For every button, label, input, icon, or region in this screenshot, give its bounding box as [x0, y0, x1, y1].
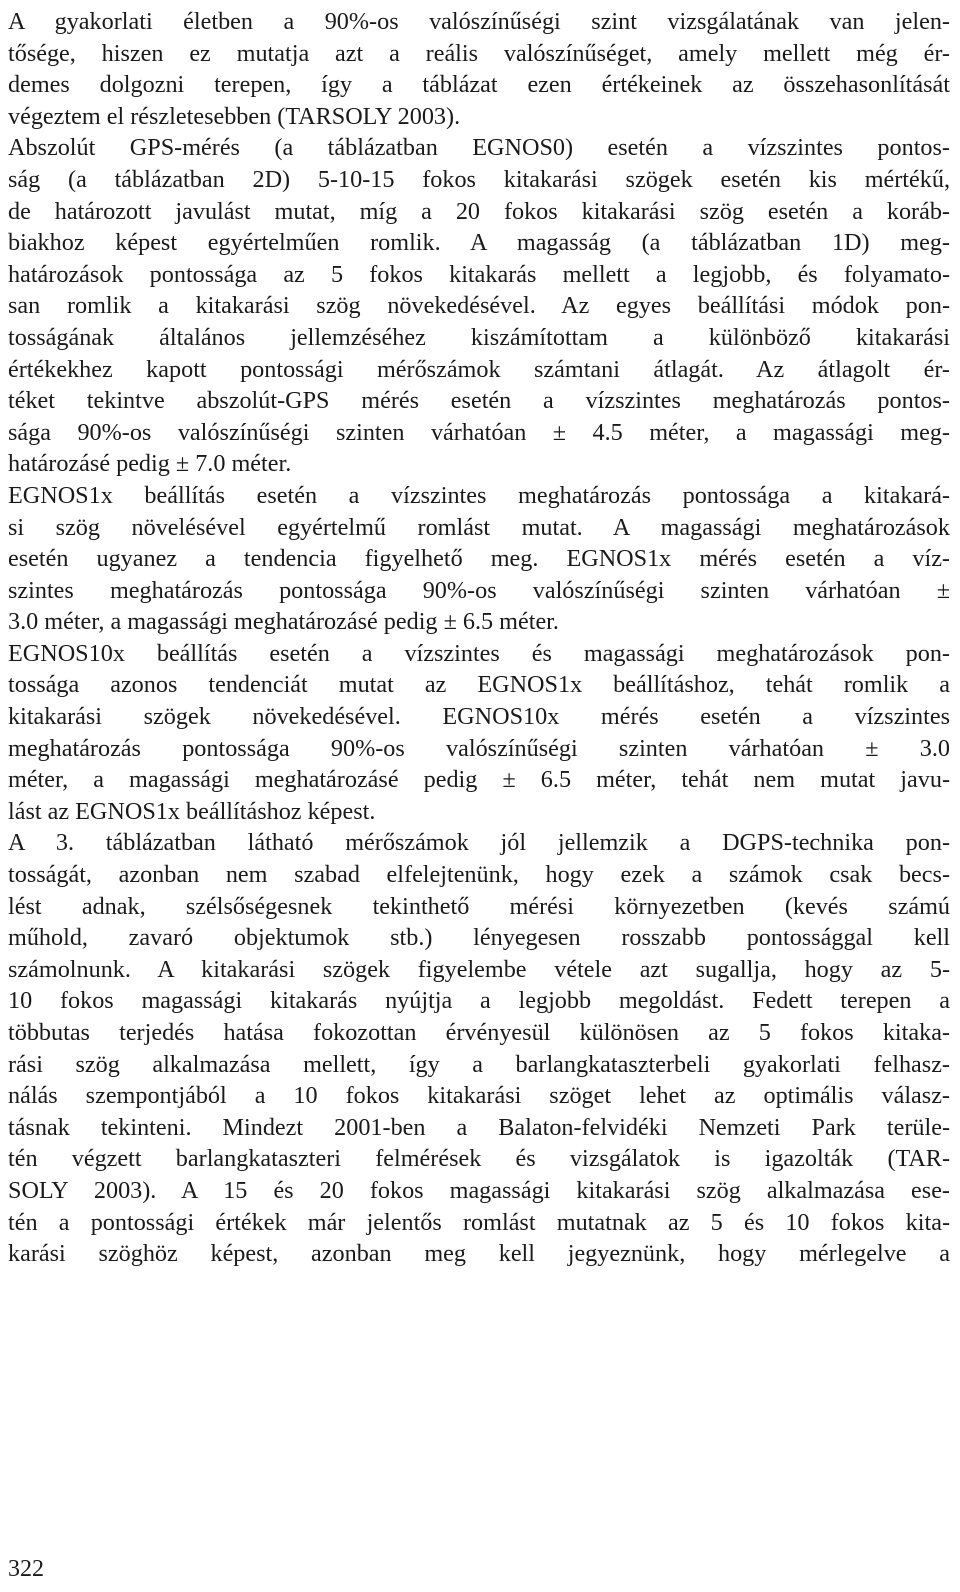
document-body: [8, 6, 950, 1270]
page-number: 322: [8, 1556, 44, 1582]
text-line: demes dolgozni terepen, így a táblázat ezen értékeinek az összehasonlítását: [8, 71, 950, 99]
text-line: tén végzett barlangkataszteri felmérések és vizsgálatok is igazolták (TAR-: [8, 1145, 950, 1173]
text-line: A 3. táblázatban látható mérőszámok jól jellemzik a DGPS-technika pon-: [8, 829, 950, 857]
text-line: tosságának általános jellemzéséhez kiszámítottam a különböző kitakarási: [8, 323, 950, 351]
text-line: meghatározás pontossága 90%-os valószínűségi szinten várhatóan ± 3.0: [8, 734, 950, 762]
text-line: tén a pontossági értékek már jelentős romlást mutatnak az 5 és 10 fokos kita-: [8, 1208, 950, 1236]
text-line: többutas terjedés hatása fokozottan érvényesül különösen az 5 fokos kitaka-: [8, 1019, 950, 1046]
text-line: értékekhez kapott pontossági mérőszámok számtani átlagát. Az átlagolt ér-: [8, 355, 950, 383]
text-line: biakhoz képest egyértelműen romlik. A magasság (a táblázatban 1D) meg-: [8, 229, 950, 257]
text-line: si szög növelésével egyértelmű romlást mutat. A magassági meghatározások: [8, 513, 950, 541]
text-line: számolnunk. A kitakarási szögek figyelembe vétele azt sugallja, hogy az 5-: [8, 955, 950, 983]
text-line: san romlik a kitakarási szög növekedésével. Az egyes beállítási módok pon-: [8, 292, 950, 320]
text-line: Abszolút GPS-mérés (a táblázatban EGNOS0) esetén a vízszintes pontos-: [8, 134, 950, 162]
text-line: lést adnak, szélsőségesnek tekinthető mérési környezetben (kevés számú: [8, 892, 950, 920]
text-line: végeztem el részletesebben (TARSOLY 2003).: [8, 102, 461, 130]
text-line: műhold, zavaró objektumok stb.) lényegesen rosszabb pontossággal kell: [8, 924, 950, 952]
text-line: tősége, hiszen ez mutatja azt a reális valószínűséget, amely mellett még ér-: [8, 39, 950, 67]
text-line: sága 90%-os valószínűségi szinten várhatóan ± 4.5 méter, a magassági meg-: [8, 418, 950, 446]
text-line: méter, a magassági meghatározásé pedig ± 6.5 méter, tehát nem mutat javu-: [8, 766, 950, 794]
text-line: de határozott javulást mutat, míg a 20 fokos kitakarási szög esetén a koráb-: [8, 197, 950, 225]
text-line: SOLY 2003). A 15 és 20 fokos magassági kitakarási szög alkalmazása ese-: [8, 1176, 950, 1204]
text-line: lást az EGNOS1x beállításhoz képest.: [8, 797, 376, 825]
text-line: rási szög alkalmazása mellett, így a barlangkataszterbeli gyakorlati felhasz-: [8, 1050, 950, 1078]
text-line: kitakarási szögek növekedésével. EGNOS10x mérés esetén a vízszintes: [8, 703, 950, 731]
text-line: karási szöghöz képest, azonban meg kell jegyeznünk, hogy mérlegelve a: [8, 1240, 950, 1268]
text-line: szintes meghatározás pontossága 90%-os valószínűségi szinten várhatóan ±: [8, 576, 950, 604]
text-line: EGNOS1x beállítás esetén a vízszintes meghatározás pontossága a kitakará-: [8, 481, 950, 509]
text-line: tosságát, azonban nem szabad elfelejtenünk, hogy ezek a számok csak becs-: [8, 861, 950, 889]
text-line: tásnak tekinteni. Mindezt 2001-ben a Balaton-felvidéki Nemzeti Park terüle-: [8, 1113, 950, 1141]
text-line: határozásé pedig ± 7.0 méter.: [8, 450, 292, 478]
text-line: 10 fokos magassági kitakarás nyújtja a legjobb megoldást. Fedett terepen a: [8, 987, 950, 1015]
text-line: 3.0 méter, a magassági meghatározásé pedig ± 6.5 méter.: [8, 608, 559, 636]
text-line: határozások pontossága az 5 fokos kitakarás mellett a legjobb, és folyamato-: [8, 260, 950, 288]
text-line: A gyakorlati életben a 90%-os valószínűségi szint vizsgálatának van jelen-: [8, 8, 950, 35]
text-line: tossága azonos tendenciát mutat az EGNOS1x beállításhoz, tehát romlik a: [8, 671, 950, 699]
text-line: ság (a táblázatban 2D) 5-10-15 fokos kitakarási szögek esetén kis mértékű,: [8, 165, 950, 193]
text-line: nálás szempontjából a 10 fokos kitakarási szöget lehet az optimális válasz-: [8, 1082, 950, 1110]
text-line: esetén ugyanez a tendencia figyelhető meg. EGNOS1x mérés esetén a víz-: [8, 545, 950, 573]
text-line: téket tekintve abszolút-GPS mérés esetén a vízszintes meghatározás pontos-: [8, 387, 950, 415]
text-line: EGNOS10x beállítás esetén a vízszintes és magassági meghatározások pon-: [8, 639, 950, 667]
